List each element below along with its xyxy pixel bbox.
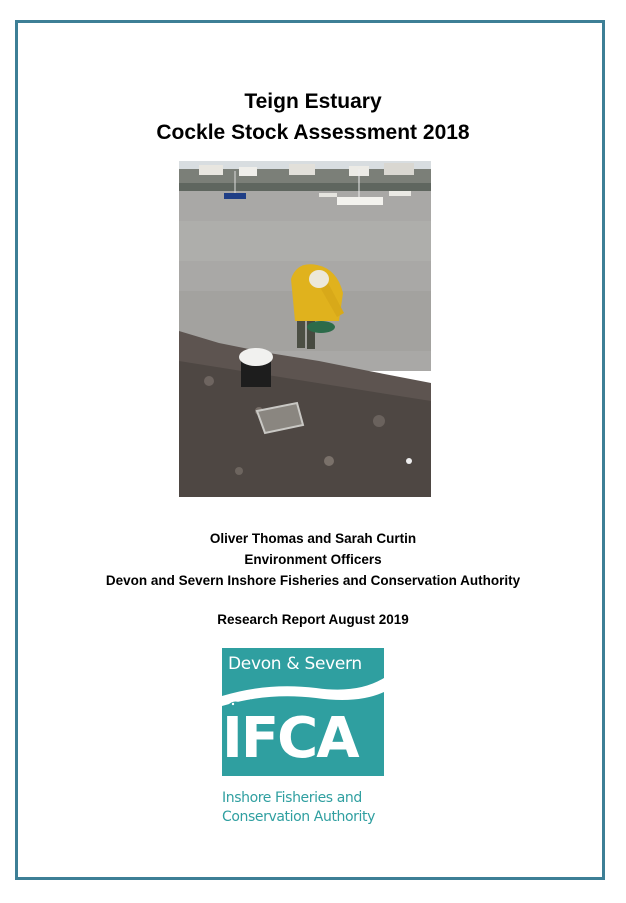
logo-mark: IFCA bbox=[222, 706, 358, 771]
cover-photo bbox=[179, 161, 431, 497]
authors: Oliver Thomas and Sarah Curtin bbox=[209, 531, 417, 546]
report-title-line2: Cockle Stock Assessment 2018 bbox=[156, 121, 470, 144]
logo-top-text: Devon & Severn bbox=[228, 654, 362, 674]
ifca-logo bbox=[218, 648, 388, 834]
author-role: Environment Officers bbox=[244, 552, 382, 567]
report-title-line1: Teign Estuary bbox=[244, 90, 382, 113]
report-date: Research Report August 2019 bbox=[217, 612, 409, 627]
organisation: Devon and Severn Inshore Fisheries and Conservation Authority bbox=[105, 573, 521, 588]
logo-subtitle-line1: Inshore Fisheries and bbox=[222, 790, 362, 806]
logo-subtitle-line2: Conservation Authority bbox=[222, 809, 376, 825]
